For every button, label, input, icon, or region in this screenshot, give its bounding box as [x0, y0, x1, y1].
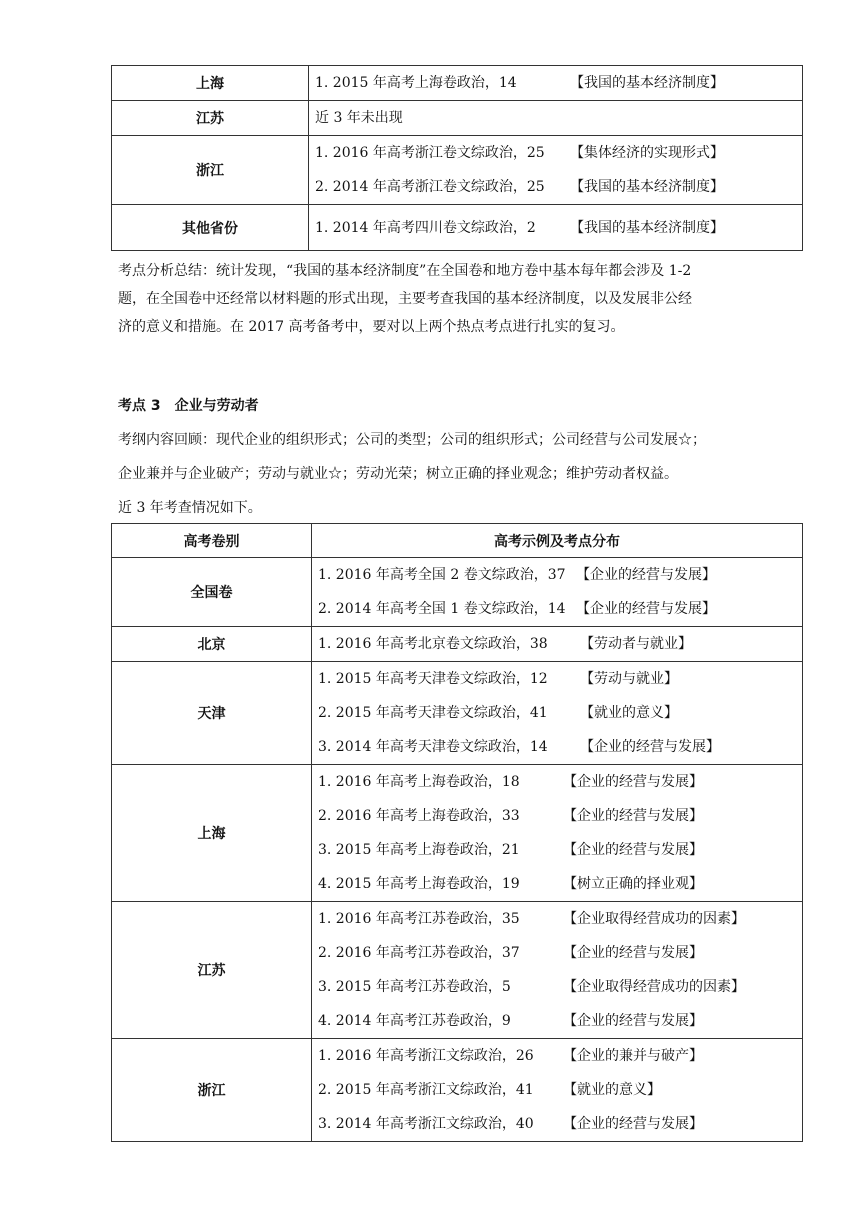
exam-item [318, 765, 802, 799]
exam-source: 1. 2016 年高考江苏卷政治，35 [318, 911, 520, 927]
topic-tag: 【企业的兼并与破产】 [563, 1048, 703, 1064]
table-row [112, 902, 803, 1039]
exam-source: 2. 2016 年高考江苏卷政治，37 [318, 945, 520, 961]
province-cell: 上海 [112, 66, 309, 101]
table-row [112, 765, 803, 902]
exam-item [318, 799, 802, 833]
exam-source: 3. 2015 年高考上海卷政治，21 [318, 842, 520, 858]
exam-item [315, 66, 802, 100]
exam-item [318, 627, 802, 661]
topic-tag: 【劳动与就业】 [580, 671, 678, 687]
province-cell: 江苏 [112, 902, 312, 1039]
topic-tag: 【就业的意义】 [580, 705, 678, 721]
exam-item [318, 696, 802, 730]
table-row [112, 66, 803, 101]
province-cell: 上海 [112, 765, 312, 902]
table-row [112, 558, 803, 627]
exam-source: 3. 2014 年高考天津卷文综政治，14 [318, 739, 548, 755]
table-row [112, 1039, 803, 1142]
intro-line: 近 3 年考查情况如下。 [118, 500, 262, 516]
topic-tag: 【企业的经营与发展】 [563, 945, 703, 961]
topic-tag: 【集体经济的实现形式】 [570, 145, 724, 161]
summary-paragraph [118, 257, 758, 341]
exam-source: 1. 2014 年高考四川卷文综政治，2 [315, 219, 536, 236]
topic-tag: 【树立正确的择业观】 [563, 876, 703, 892]
exam-source: 4. 2015 年高考上海卷政治，19 [318, 876, 520, 892]
exam-item [318, 936, 802, 970]
exam-source: 1. 2016 年高考浙江文综政治，26 [318, 1048, 534, 1064]
topic-tag: 【企业的经营与发展】 [576, 601, 716, 617]
exam-item [318, 867, 802, 901]
exam-source: 1. 2016 年高考北京卷文综政治，38 [318, 636, 548, 652]
exam-item [318, 833, 802, 867]
exam-item [318, 1039, 802, 1073]
exam-item [318, 1107, 802, 1141]
table-row [112, 136, 803, 205]
exam-source: 2. 2016 年高考上海卷政治，33 [318, 808, 520, 824]
exam-source: 2. 2015 年高考浙江文综政治，41 [318, 1082, 534, 1098]
topic-tag: 【劳动者与就业】 [580, 636, 692, 652]
exam-item [315, 101, 802, 135]
exam-item [318, 970, 802, 1004]
topic-tag: 【企业的经营与发展】 [563, 1013, 703, 1029]
table-row [112, 627, 803, 662]
outline-line: 企业兼并与企业破产；劳动与就业☆；劳动光荣；树立正确的择业观念；维护劳动者权益。 [118, 466, 678, 482]
table-row [112, 205, 803, 251]
topic-tag: 【我国的基本经济制度】 [570, 179, 724, 195]
topic-tag: 【企业的经营与发展】 [576, 567, 716, 583]
topic-tag: 【企业的经营与发展】 [563, 774, 703, 790]
exam-source: 近 3 年未出现 [315, 110, 403, 126]
table-exam-distribution-part2 [111, 523, 803, 1142]
outline-line: 考纲内容回顾：现代企业的组织形式；公司的类型；公司的组织形式；公司经营与公司发展☆； [118, 432, 706, 448]
topic-tag: 【我国的基本经济制度】 [570, 219, 724, 236]
exam-item [315, 136, 802, 170]
exam-source: 2. 2014 年高考全国 1 卷文综政治，14 [318, 601, 566, 617]
province-cell: 浙江 [112, 136, 309, 205]
province-cell: 全国卷 [112, 558, 312, 627]
exam-item [315, 211, 802, 245]
province-cell: 浙江 [112, 1039, 312, 1142]
topic-tag: 【企业的经营与发展】 [563, 808, 703, 824]
exam-source: 3. 2014 年高考浙江文综政治，40 [318, 1116, 534, 1132]
topic-tag: 【企业的经营与发展】 [563, 1116, 703, 1132]
province-cell: 江苏 [112, 101, 309, 136]
table-exam-distribution-part1 [111, 65, 803, 251]
exam-source: 2. 2014 年高考浙江卷文综政治，25 [315, 179, 545, 195]
column-header: 高考卷别 [112, 524, 312, 558]
province-cell: 天津 [112, 662, 312, 765]
exam-item [318, 662, 802, 696]
column-header: 高考示例及考点分布 [312, 524, 803, 558]
exam-item [318, 592, 802, 626]
topic-tag: 【企业取得经营成功的因素】 [563, 979, 745, 995]
section-heading: 考点 3 企业与劳动者 [118, 398, 259, 414]
topic-tag: 【企业取得经营成功的因素】 [563, 911, 745, 927]
exam-source: 1. 2016 年高考浙江卷文综政治，25 [315, 145, 545, 161]
topic-tag: 【企业的经营与发展】 [580, 739, 720, 755]
topic-tag: 【我国的基本经济制度】 [570, 75, 724, 91]
table-header-row [112, 524, 803, 558]
exam-item [318, 1073, 802, 1107]
exam-source: 2. 2015 年高考天津卷文综政治，41 [318, 705, 548, 721]
summary-line: 考点分析总结：统计发现，“我国的基本经济制度”在全国卷和地方卷中基本每年都会涉及 1-2 [118, 263, 692, 279]
exam-source: 4. 2014 年高考江苏卷政治，9 [318, 1013, 511, 1029]
exam-source: 1. 2015 年高考上海卷政治，14 [315, 75, 517, 91]
topic-tag: 【企业的经营与发展】 [563, 842, 703, 858]
summary-line: 题，在全国卷中还经常以材料题的形式出现，主要考查我国的基本经济制度，以及发展非公经 [118, 291, 692, 307]
exam-item [318, 730, 802, 764]
topic-tag: 【就业的意义】 [563, 1082, 661, 1098]
province-cell: 其他省份 [112, 205, 309, 251]
table-row [112, 662, 803, 765]
exam-source: 3. 2015 年高考江苏卷政治，5 [318, 979, 511, 995]
summary-line: 济的意义和措施。在 2017 高考备考中，要对以上两个热点考点进行扎实的复习。 [118, 319, 625, 335]
exam-source: 1. 2016 年高考上海卷政治，18 [318, 774, 520, 790]
exam-item [318, 902, 802, 936]
exam-source: 1. 2015 年高考天津卷文综政治，12 [318, 671, 548, 687]
exam-item [318, 558, 802, 592]
province-cell: 北京 [112, 627, 312, 662]
table-row [112, 101, 803, 136]
exam-source: 1. 2016 年高考全国 2 卷文综政治，37 [318, 567, 566, 583]
exam-item [315, 170, 802, 204]
exam-item [318, 1004, 802, 1038]
